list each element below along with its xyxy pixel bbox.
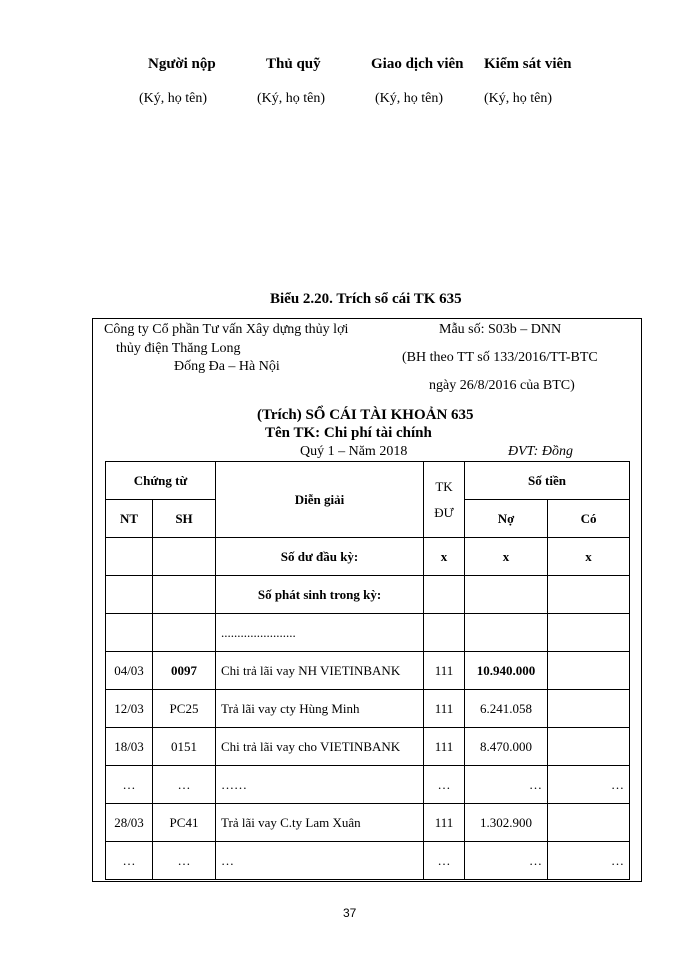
signature-sub-controller: (Ký, họ tên) — [484, 91, 553, 106]
row-voucher-number: PC25 — [153, 690, 216, 728]
row-contra-account: 111 — [424, 690, 465, 728]
row-credit — [548, 804, 630, 842]
table-cell — [465, 614, 548, 652]
header-description: Diễn giải — [216, 462, 424, 538]
table-row — [106, 766, 630, 804]
header-date: NT — [106, 500, 153, 538]
table-cell — [153, 614, 216, 652]
row-debit: … — [465, 766, 548, 804]
signature-title-teller: Giao dịch viên — [371, 56, 464, 72]
header-number: SH — [153, 500, 216, 538]
row-credit: … — [548, 842, 630, 880]
row-contra-account: 111 — [424, 804, 465, 842]
signature-sub-teller: (Ký, họ tên) — [375, 91, 444, 106]
row-credit — [548, 652, 630, 690]
table-row — [106, 842, 630, 880]
table-cell — [424, 614, 465, 652]
table-row — [106, 728, 630, 766]
company-address: Đống Đa – Hà Nội — [174, 359, 280, 374]
table-row — [106, 652, 630, 690]
opening-balance-tk: x — [424, 538, 465, 576]
row-debit: 6.241.058 — [465, 690, 548, 728]
form-code: Mẫu số: S03b – DNN — [439, 322, 562, 337]
table-cell — [153, 538, 216, 576]
signature-sub-cashier: (Ký, họ tên) — [257, 91, 326, 106]
table-cell — [106, 614, 153, 652]
row-date: 04/03 — [106, 652, 153, 690]
row-description: Chi trả lãi vay cho VIETINBANK — [216, 728, 424, 766]
currency-unit: ĐVT: Đồng — [508, 444, 573, 459]
signature-sub-payer: (Ký, họ tên) — [139, 91, 208, 106]
account-name: Tên TK: Chi phí tài chính — [265, 425, 432, 441]
header-credit: Có — [548, 500, 630, 538]
header-contra-account-text: TK ĐƯ — [434, 478, 454, 520]
form-legal-basis: (BH theo TT số 133/2016/TT-BTC — [402, 350, 598, 365]
company-name-line2: thủy điện Thăng Long — [116, 341, 241, 356]
ellipsis-text: ....................... — [216, 614, 424, 652]
row-voucher-number: PC41 — [153, 804, 216, 842]
row-description: … — [216, 842, 424, 880]
row-debit: 10.940.000 — [465, 652, 548, 690]
table-cell — [465, 576, 548, 614]
signature-title-payer: Người nộp — [148, 56, 216, 72]
row-description: Chi trả lãi vay NH VIETINBANK — [216, 652, 424, 690]
opening-balance-row — [106, 538, 630, 576]
opening-balance-label: Số dư đầu kỳ: — [216, 538, 424, 576]
row-date: … — [106, 766, 153, 804]
header-debit: Nợ — [465, 500, 548, 538]
row-description: Trả lãi vay C.ty Lam Xuân — [216, 804, 424, 842]
table-cell — [548, 576, 630, 614]
row-debit: 1.302.900 — [465, 804, 548, 842]
row-contra-account: 111 — [424, 728, 465, 766]
table-cell — [424, 576, 465, 614]
row-date: 18/03 — [106, 728, 153, 766]
row-voucher-number: … — [153, 842, 216, 880]
form-legal-date: ngày 26/8/2016 của BTC) — [429, 378, 575, 393]
row-description: …… — [216, 766, 424, 804]
ledger-period: Quý 1 – Năm 2018 — [300, 444, 408, 459]
row-voucher-number: … — [153, 766, 216, 804]
ellipsis-row — [106, 614, 630, 652]
row-contra-account: 111 — [424, 652, 465, 690]
movement-row — [106, 576, 630, 614]
table-row — [106, 804, 630, 842]
ledger-table — [105, 461, 630, 880]
signature-title-cashier: Thủ quỹ — [266, 56, 321, 72]
company-name-line1: Công ty Cổ phần Tư vấn Xây dựng thủy lợi — [104, 322, 349, 337]
page-number: 37 — [343, 906, 357, 920]
row-debit: … — [465, 842, 548, 880]
ledger-title: (Trích) SỔ CÁI TÀI KHOẢN 635 — [257, 407, 474, 423]
row-credit — [548, 728, 630, 766]
header-contra-account — [424, 462, 465, 538]
row-debit: 8.470.000 — [465, 728, 548, 766]
table-cell — [548, 614, 630, 652]
row-voucher-number: 0097 — [153, 652, 216, 690]
row-date: 12/03 — [106, 690, 153, 728]
row-credit: … — [548, 766, 630, 804]
row-date: … — [106, 842, 153, 880]
movement-label: Số phát sinh trong kỳ: — [216, 576, 424, 614]
row-contra-account: … — [424, 766, 465, 804]
opening-balance-credit: x — [548, 538, 630, 576]
table-caption: Biểu 2.20. Trích sổ cái TK 635 — [270, 291, 462, 307]
table-cell — [106, 576, 153, 614]
table-row — [106, 690, 630, 728]
table-cell — [106, 538, 153, 576]
opening-balance-debit: x — [465, 538, 548, 576]
signature-title-controller: Kiểm sát viên — [484, 56, 572, 72]
row-voucher-number: 0151 — [153, 728, 216, 766]
row-credit — [548, 690, 630, 728]
header-amount: Số tiền — [465, 462, 630, 500]
row-date: 28/03 — [106, 804, 153, 842]
row-contra-account: … — [424, 842, 465, 880]
header-voucher: Chứng từ — [106, 462, 216, 500]
table-cell — [153, 576, 216, 614]
row-description: Trả lãi vay cty Hùng Minh — [216, 690, 424, 728]
